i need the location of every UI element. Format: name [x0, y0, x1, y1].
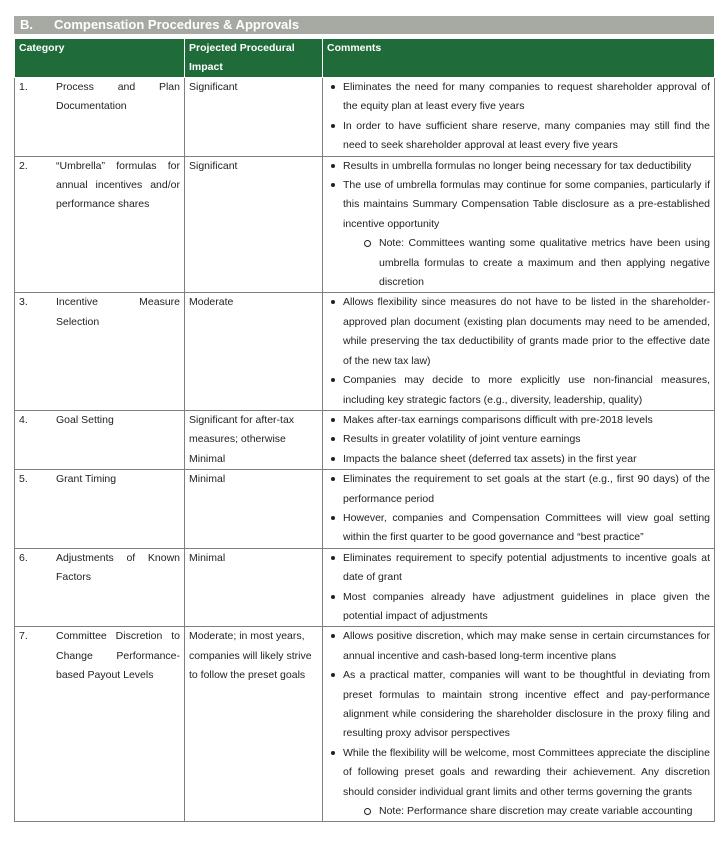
category-name: “Umbrella” formulas for annual incentives and/or performance shares: [56, 159, 180, 211]
category-name: Adjustments of Known Factors: [56, 551, 180, 584]
row-number: 6.: [19, 551, 28, 564]
comments-cell: [323, 548, 715, 627]
section-letter: B.: [20, 17, 33, 32]
category-name: Committee Discretion to Change Performance-based Payout Levels: [56, 630, 180, 682]
impact-cell: Significant for after-tax measures; otherwise Minimal: [185, 410, 323, 469]
category-cell: [15, 78, 185, 157]
impact-cell: Significant: [185, 156, 323, 293]
category-cell: [15, 548, 185, 627]
category-cell: [15, 470, 185, 549]
column-header-comments: Comments: [323, 39, 715, 78]
column-header-impact: Projected Procedural Impact: [185, 39, 323, 78]
row-number: 2.: [19, 159, 28, 172]
category-cell: [15, 293, 185, 410]
table-row: [15, 410, 715, 469]
comments-cell: [323, 470, 715, 549]
comment-bullet: Allows flexibility since measures do not have to be listed in the shareholder-approved plan document (existing plan documents may need to be amended, while preserving the tax deductibility of grants made prior to the effective date of the new tax law): [327, 293, 710, 371]
comment-bullet: While the flexibility will be welcome, most Committees appreciate the discipline of following preset goals and rewarding their achievement. Any discretion should consider individual grant limits and other terms governing the grants: [327, 744, 710, 802]
comment-bullet: As a practical matter, companies will want to be thoughtful in deviating from preset formulas to maintain strong incentive effect and pay-performance alignment while considering the shareholder disclosure in the proxy filing and resulting proxy advisor perspectives: [327, 666, 710, 744]
category-cell: [15, 156, 185, 293]
comment-bullet: Results in greater volatility of joint venture earnings: [327, 430, 710, 449]
comment-bullet: Most companies already have adjustment guidelines in place given the potential impact of adjustments: [327, 588, 710, 627]
comments-cell: [323, 78, 715, 157]
table-row: [15, 627, 715, 822]
category-cell: [15, 410, 185, 469]
category-cell: [15, 627, 185, 822]
comment-note: Note: Committees wanting some qualitative metrics have been using umbrella formulas to create a maximum and then applying negative discretion: [327, 234, 710, 292]
comment-bullet: In order to have sufficient share reserve, many companies may still find the need to seek shareholder approval at least every five years: [327, 117, 710, 156]
comment-bullet: Results in umbrella formulas no longer being necessary for tax deductibility: [327, 157, 710, 176]
section-title: Compensation Procedures & Approvals: [54, 17, 300, 32]
comment-bullet: Eliminates the requirement to set goals at the start (e.g., first 90 days) of the performance period: [327, 470, 710, 509]
impact-cell: Moderate; in most years, companies will likely strive to follow the preset goals: [185, 627, 323, 822]
section-header: [14, 16, 714, 34]
table-row: [15, 156, 715, 293]
comments-cell: [323, 410, 715, 469]
category-name: Grant Timing: [56, 473, 117, 486]
row-number: 7.: [19, 630, 28, 643]
comment-bullet: However, companies and Compensation Committees will view goal setting within the first quarter to be good governance and “best practice”: [327, 509, 710, 548]
impact-cell: Significant: [185, 78, 323, 157]
impact-cell: Minimal: [185, 470, 323, 549]
impact-cell: Minimal: [185, 548, 323, 627]
compensation-procedures-table: [14, 38, 715, 822]
comment-bullet: Eliminates requirement to specify potential adjustments to incentive goals at date of grant: [327, 549, 710, 588]
category-name: Goal Setting: [56, 413, 114, 426]
table-row: [15, 470, 715, 549]
comments-cell: [323, 627, 715, 822]
comment-bullet: Eliminates the need for many companies to request shareholder approval of the equity plan at least every five years: [327, 78, 710, 117]
table-row: [15, 293, 715, 410]
comments-cell: [323, 156, 715, 293]
column-header-category: Category: [15, 39, 185, 78]
comments-cell: [323, 293, 715, 410]
comment-bullet: Allows positive discretion, which may make sense in certain circumstances for annual incentive and cash-based long-term incentive plans: [327, 627, 710, 666]
comment-bullet: Impacts the balance sheet (deferred tax assets) in the first year: [327, 450, 710, 469]
row-number: 4.: [19, 413, 28, 426]
impact-cell: Moderate: [185, 293, 323, 410]
category-name: Incentive Measure Selection: [56, 296, 180, 328]
row-number: 1.: [19, 81, 28, 93]
table-row: [15, 548, 715, 627]
row-number: 5.: [19, 473, 28, 486]
comment-note: Note: Performance share discretion may create variable accounting: [327, 802, 710, 821]
comment-bullet: Makes after-tax earnings comparisons difficult with pre-2018 levels: [327, 411, 710, 430]
comment-bullet: Companies may decide to more explicitly use non-financial measures, including key strategic factors (e.g., diversity, leadership, quality): [327, 371, 710, 410]
category-name: Process and Plan Documentation: [56, 81, 180, 113]
table-header-row: [15, 39, 715, 78]
row-number: 3.: [19, 296, 28, 309]
comment-bullet: The use of umbrella formulas may continue for some companies, particularly if this maintains Summary Compensation Table disclosure as a pre-established incentive opportunity: [327, 176, 710, 234]
table-row: [15, 78, 715, 157]
